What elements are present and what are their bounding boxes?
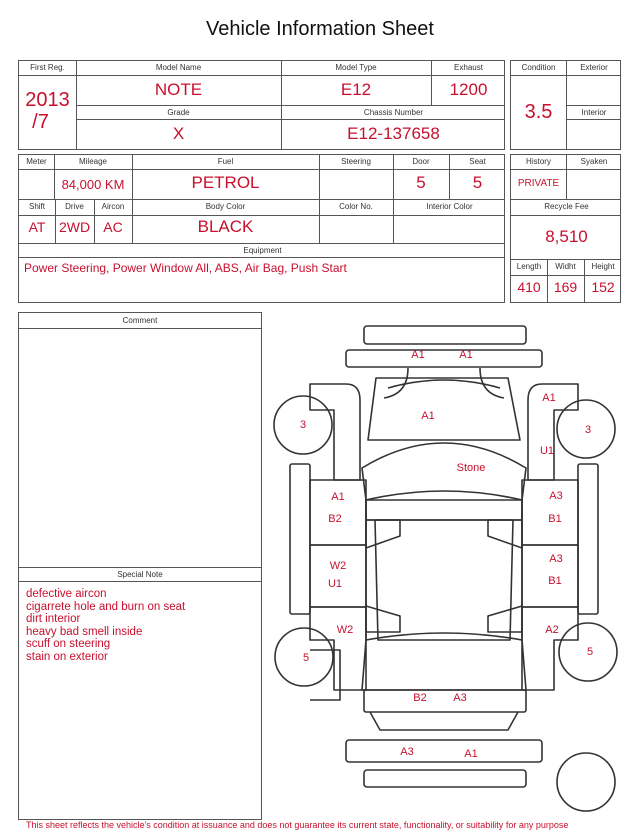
special-note-item: scuff on steering [26, 638, 111, 650]
condition-table [510, 60, 621, 150]
damage-mark-roof: Stone [456, 462, 486, 474]
aircon-label: Aircon [101, 202, 125, 211]
model-type-label: Model Type [335, 63, 377, 72]
syaken-label: Syaken [580, 157, 608, 166]
damage-mark-trunk: A3 [453, 692, 467, 704]
left-rear-door-shape [310, 545, 366, 607]
spare-tire-shape [557, 753, 615, 811]
grade-value: X [172, 124, 185, 143]
damage-mark-trunk: B2 [413, 692, 427, 704]
body-color-value: BLACK [197, 217, 254, 236]
mileage-label: Mileage [78, 157, 107, 166]
damage-mark-front-bumper-right: A1 [459, 349, 473, 361]
first-reg-label: First Reg. [30, 63, 65, 72]
height-label: Height [591, 262, 615, 271]
model-name-label: Model Name [155, 63, 202, 72]
rear-bumper-bottom-shape [364, 770, 526, 787]
interior-color-label: Interior Color [426, 202, 473, 211]
length-label: Length [516, 262, 542, 271]
damage-mark-right-rear-quarter: A2 [545, 624, 559, 636]
left-rear-quarter-shape [310, 607, 366, 690]
damage-mark-rear-bumper: A1 [464, 748, 478, 760]
damage-mark-rear-bumper: A3 [400, 746, 414, 758]
disclaimer-footer: This sheet reflects the vehicle's condition at issuance and does not guarantee its current state, functionality, or suitability for any purpose [26, 820, 569, 830]
damage-mark-left-rear-tire: 5 [302, 652, 310, 664]
damage-mark-right-fender-top: A1 [542, 392, 556, 404]
length-value: 410 [517, 279, 541, 295]
first-reg-year: 2013 [25, 89, 70, 111]
grade-label: Grade [167, 108, 190, 117]
damage-mark-right-front-door: A3 [549, 490, 563, 502]
mileage-value: 84,000 KM [61, 177, 125, 192]
windshield-shape [362, 443, 526, 500]
front-bumper-top-shape [364, 326, 526, 344]
spec-table [18, 154, 505, 303]
seat-value: 5 [472, 173, 483, 192]
damage-mark-left-front-door: A1 [331, 491, 345, 503]
right-rear-quarter-shape [522, 607, 578, 690]
damage-mark-front-bumper-left: A1 [411, 349, 425, 361]
height-value: 152 [591, 279, 615, 295]
car-damage-diagram [270, 320, 625, 820]
damage-mark-left-rear-door: U1 [327, 578, 343, 590]
vehicle-info-table [18, 60, 505, 150]
left-front-fender-shape [310, 384, 360, 480]
drive-value: 2WD [58, 219, 91, 235]
side-table [510, 154, 621, 303]
chassis-value: E12-137658 [347, 124, 440, 143]
damage-mark-right-rear-door: A3 [549, 553, 563, 565]
special-note-item: cigarrete hole and burn on seat [26, 600, 186, 613]
shift-value: AT [28, 219, 46, 235]
front-bumper-shape [346, 350, 542, 367]
rear-window-shape [362, 633, 526, 690]
damage-mark-left-front-door: B2 [328, 513, 342, 525]
color-no-label: Color No. [339, 202, 373, 211]
chassis-label: Chassis Number [363, 108, 424, 117]
model-type-value: E12 [340, 80, 372, 99]
fuel-value: PETROL [191, 173, 260, 192]
shift-label: Shift [28, 202, 45, 211]
damage-mark-right-front-tire: 3 [584, 424, 592, 436]
right-side-sill-shape [578, 464, 598, 614]
aircon-value: AC [103, 219, 123, 235]
condition-label: Condition [521, 63, 556, 72]
meter-label: Meter [26, 157, 47, 166]
special-note-item: defective aircon [26, 588, 107, 600]
body-color-label: Body Color [205, 202, 246, 211]
damage-mark-right-fender-bottom: U1 [539, 445, 555, 457]
damage-mark-right-front-door: B1 [548, 513, 562, 525]
history-label: History [526, 157, 551, 166]
history-value: PRIVATE [517, 178, 560, 189]
door-label: Door [412, 157, 430, 166]
comment-box [18, 312, 262, 820]
rear-bumper-shape [346, 740, 542, 762]
equipment-value: Power Steering, Power Window All, ABS, Air Bag, Push Start [24, 261, 347, 275]
exhaust-label: Exhaust [454, 63, 483, 72]
left-side-sill-shape [290, 464, 310, 614]
special-note-list [26, 588, 185, 663]
damage-mark-right-rear-tire: 5 [586, 646, 594, 658]
recycle-fee-label: Recycle Fee [544, 202, 589, 211]
equipment-label: Equipment [243, 246, 282, 255]
model-name-value: NOTE [154, 80, 203, 99]
exterior-label: Exterior [580, 63, 608, 72]
special-note-item: stain on exterior [26, 650, 108, 663]
first-reg-month: /7 [32, 111, 49, 133]
special-note-item: heavy bad smell inside [26, 625, 143, 638]
door-value: 5 [416, 173, 426, 192]
steering-label: Steering [341, 157, 371, 166]
comment-label: Comment [122, 316, 158, 325]
width-value: 169 [553, 279, 578, 295]
condition-value: 3.5 [524, 101, 553, 123]
trunk-shape [364, 690, 526, 712]
exhaust-value: 1200 [449, 80, 488, 99]
damage-mark-left-front-tire: 3 [299, 419, 307, 431]
damage-mark-right-rear-door: B1 [548, 575, 562, 587]
page-title: Vehicle Information Sheet [206, 18, 434, 40]
drive-label: Drive [65, 202, 84, 211]
interior-label: Interior [581, 108, 607, 117]
damage-mark-left-rear-door: W2 [329, 560, 347, 572]
damage-mark-left-rear-quarter: W2 [336, 624, 354, 636]
damage-mark-hood: A1 [421, 410, 435, 422]
recycle-fee-value: 8,510 [545, 227, 588, 246]
special-note-label: Special Note [117, 570, 163, 579]
width-label: Widht [555, 262, 576, 271]
fuel-label: Fuel [217, 157, 234, 166]
seat-label: Seat [469, 157, 486, 166]
special-note-item: dirt interior [26, 613, 81, 625]
